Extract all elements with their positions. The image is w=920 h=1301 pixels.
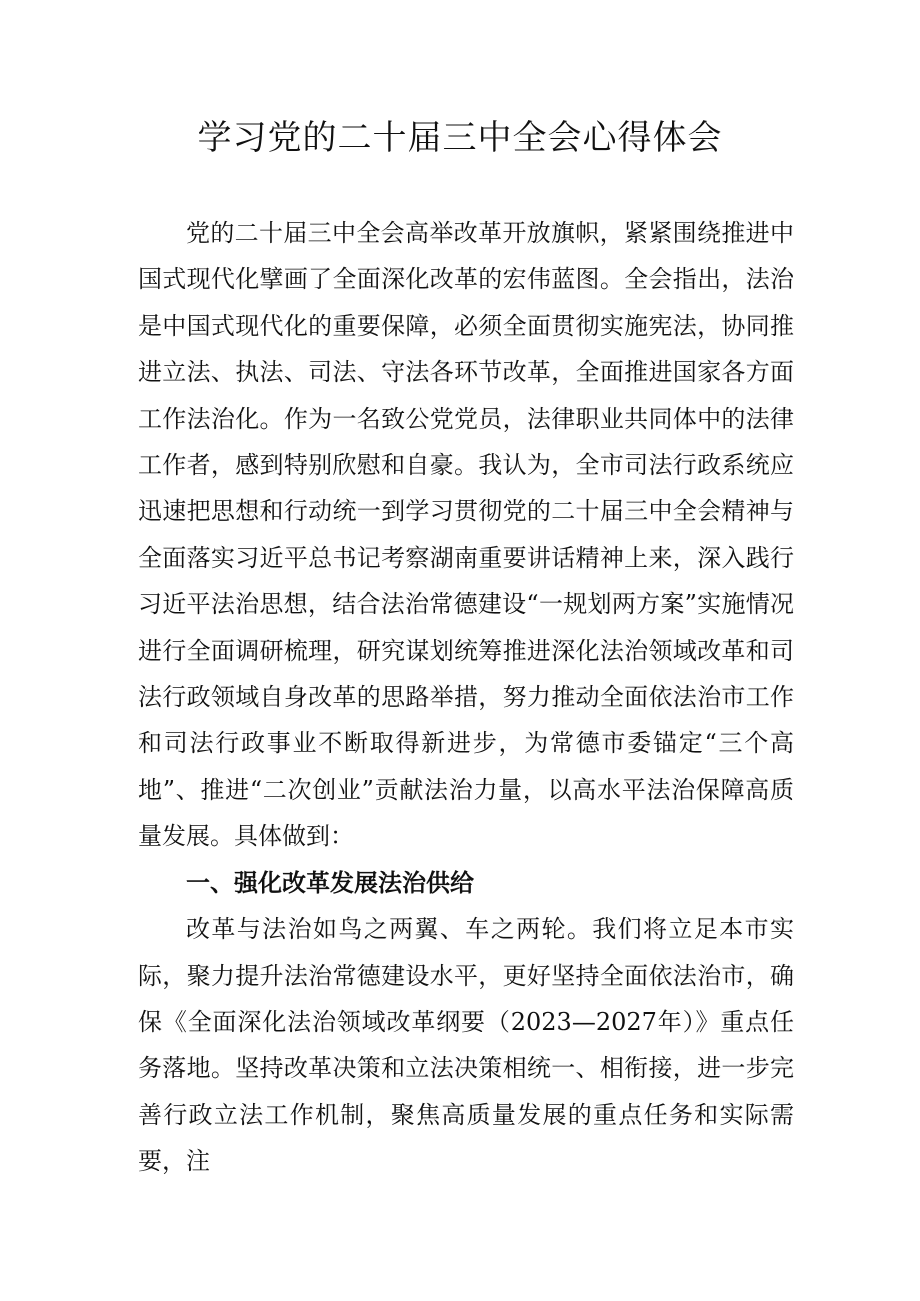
- document-body: [138, 210, 794, 1185]
- paragraph-intro: 党的二十届三中全会高举改革开放旗帜，紧紧围绕推进中国式现代化擘画了全面深化改革的宏伟蓝图。全会指出，法治是中国式现代化的重要保障，必须全面贯彻实施宪法，协同推进立法、执法、司法、守法各环节改革，全面推进国家各方面工作法治化。作为一名致公党党员，法律职业共同体中的法律工作者，感到特别欣慰和自豪。我认为，全市司法行政系统应迅速把思想和行动统一到学习贯彻党的二十届三中全会精神与全面落实习近平总书记考察湖南重要讲话精神上来，深入践行习近平法治思想，结合法治常德建设“一规划两方案”实施情况进行全面调研梳理，研究谋划统筹推进深化法治领域改革和司法行政领域自身改革的思路举措，努力推动全面依法治市工作和司法行政事业不断取得新进步，为常德市委锚定“三个高地”、推进“二次创业”贡献法治力量，以高水平法治保障高质量发展。具体做到：: [138, 219, 794, 851]
- document-title: 学习党的二十届三中全会心得体会: [197, 118, 723, 158]
- paragraph-section-1: 改革与法治如鸟之两翼、车之两轮。我们将立足本市实际，聚力提升法治常德建设水平，更好坚持全面依法治市，确保《全面深化法治领域改革纲要（2023—2027年）》重点任务落地。坚持改革决策和立法决策相统一、相衔接，进一步完善行政立法工作机制，聚焦高质量发展的重点任务和实际需要，注: [138, 915, 794, 1176]
- section-heading-1: 一、强化改革发展法治供给: [186, 868, 474, 897]
